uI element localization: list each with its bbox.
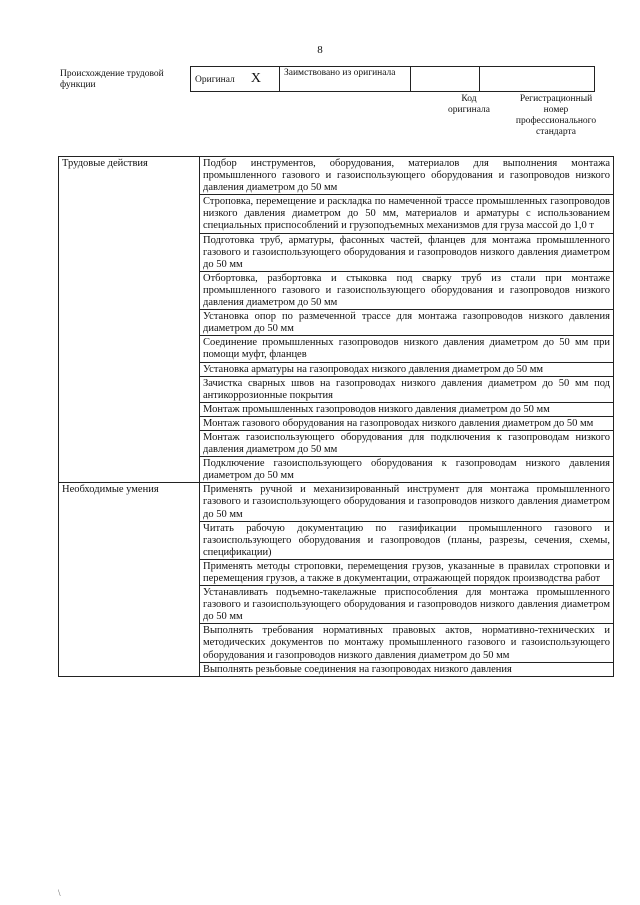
table-row xyxy=(59,483,614,521)
list-item: Строповка, перемещение и раскладка по намеченной трассе промышленных газопроводов низкого давления диаметром до 50 мм, материалов и арматуры с использованием специальных приспособлений и грузоподъемных механизмов для груза массой до 1,0 т xyxy=(200,195,614,233)
reg-label: Регистрационный номер профессионального стандарта xyxy=(515,94,597,137)
original-cell xyxy=(191,67,280,92)
list-item: Устанавливать подъемно-такелажные приспособления для монтажа промышленного газового и газоиспользующего оборудования и газопроводов низкого давления диаметром до 50 мм xyxy=(200,586,614,624)
page-number: 8 xyxy=(317,44,323,56)
original-label: Оригинал xyxy=(195,74,235,85)
original-mark: X xyxy=(250,70,261,86)
origin-table xyxy=(190,66,595,92)
list-item: Монтаж газового оборудования на газопроводах низкого давления диаметром до 50 мм xyxy=(200,416,614,430)
borrowed-cell xyxy=(280,67,411,92)
list-item: Выполнять резьбовые соединения на газопроводах низкого давления xyxy=(200,662,614,676)
list-item: Применять методы строповки, перемещения грузов, указанные в правилах строповки и перемещения грузов, а также в документации, отражающей порядок производства работ xyxy=(200,559,614,585)
list-item: Монтаж газоиспользующего оборудования для подключения к газопроводам низкого давления диаметром до 50 мм xyxy=(200,430,614,456)
list-item: Установка опор по размеченной трассе для монтажа газопроводов низкого давления диаметром до 50 мм xyxy=(200,310,614,336)
list-item: Монтаж промышленных газопроводов низкого давления диаметром до 50 мм xyxy=(200,402,614,416)
code-label: Код оригинала xyxy=(448,94,490,115)
table-row xyxy=(59,157,614,195)
list-item: Выполнять требования нормативных правовых актов, нормативно-технических и методических документов по монтажу промышленного газового и газоиспользующего оборудования и газопроводов низкого давления диаметром до 50 мм xyxy=(200,624,614,662)
section-title: Трудовые действия xyxy=(59,157,200,483)
list-item: Читать рабочую документацию по газификации промышленного газового и газоиспользующего оборудования и газопроводов (планы, разрезы, сечения, схемы, спецификации) xyxy=(200,521,614,559)
margin-mark: \ xyxy=(58,888,61,898)
list-item: Применять ручной и механизированный инструмент для монтажа промышленного газового и газоиспользующего оборудования и газопроводов низкого давления диаметром до 50 мм xyxy=(200,483,614,521)
code-cell xyxy=(411,67,480,92)
reg-cell xyxy=(480,67,595,92)
section-title: Необходимые умения xyxy=(59,483,200,676)
list-item: Подбор инструментов, оборудования, материалов для выполнения монтажа промышленного газового и газоиспользующего оборудования и газопроводов низкого давления диаметром до 50 мм xyxy=(200,157,614,195)
list-item: Отбортовка, разбортовка и стыковка под сварку труб из стали при монтаже промышленного газового и газоиспользующего оборудования и газопроводов низкого давления диаметром до 50 мм xyxy=(200,271,614,309)
functions-table xyxy=(58,156,614,677)
list-item: Установка арматуры на газопроводах низкого давления диаметром до 50 мм xyxy=(200,362,614,376)
origin-label: Происхождение трудовой функции xyxy=(60,69,164,90)
list-item: Зачистка сварных швов на газопроводах низкого давления диаметром до 50 мм под антикоррозионные покрытия xyxy=(200,376,614,402)
list-item: Соединение промышленных газопроводов низкого давления диаметром до 50 мм при помощи муфт, фланцев xyxy=(200,336,614,362)
list-item: Подключение газоиспользующего оборудования к газопроводам низкого давления диаметром до 50 мм xyxy=(200,457,614,483)
borrowed-label: Заимствовано из оригинала xyxy=(284,68,396,78)
list-item: Подготовка труб, арматуры, фасонных частей, фланцев для монтажа промышленного газового и газоиспользующего оборудования и газопроводов низкого давления диаметром до 50 мм xyxy=(200,233,614,271)
